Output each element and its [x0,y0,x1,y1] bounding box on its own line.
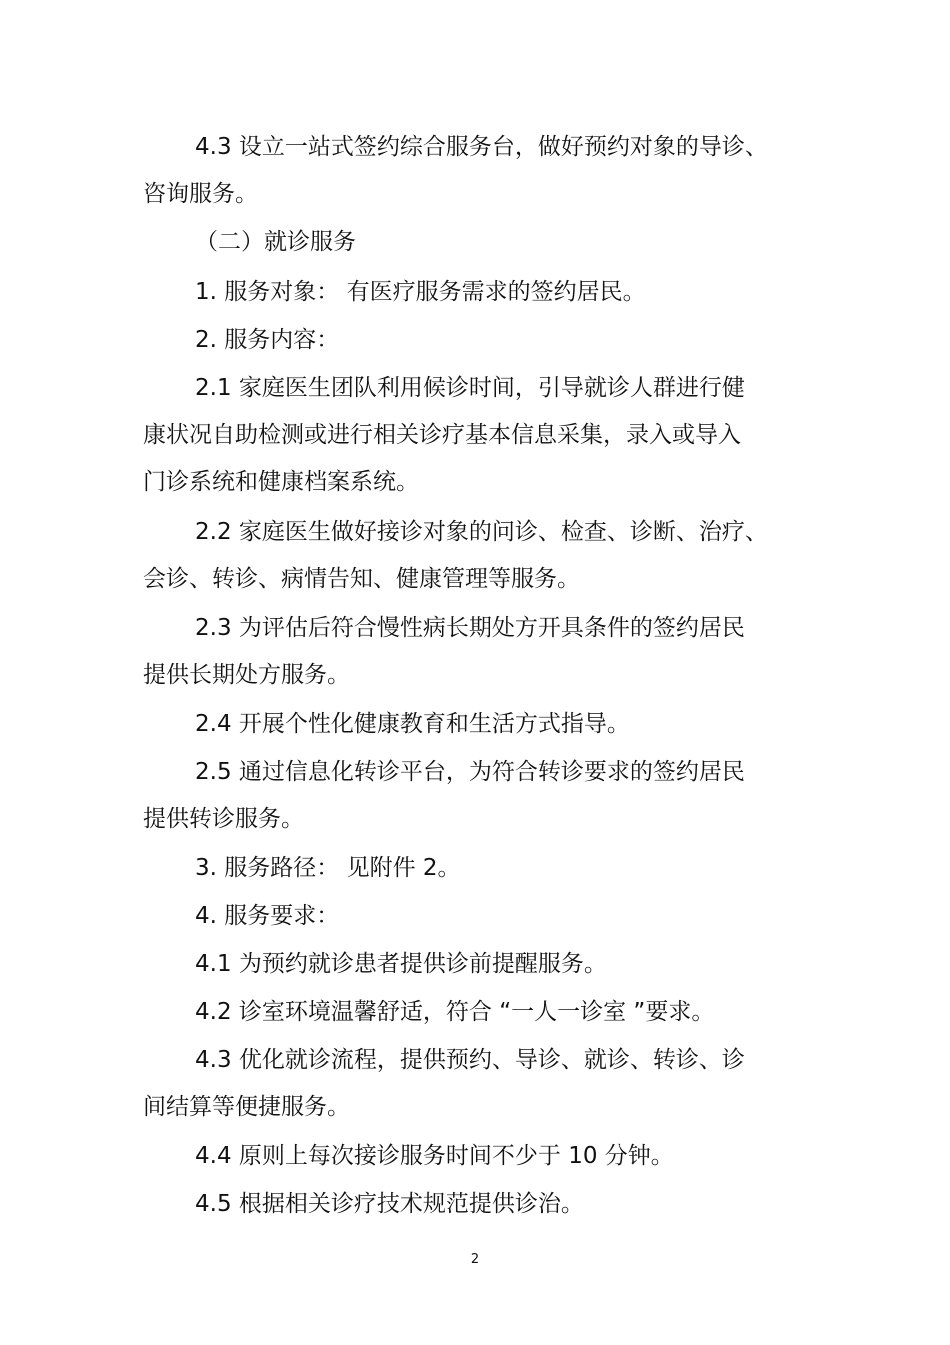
text-line: 3. 服务路径： 见附件 2。 [195,855,461,881]
text-line: 2.1 家庭医生团队利用候诊时间，引导就诊人群进行健 [195,375,745,401]
text-line: 2.5 通过信息化转诊平台，为符合转诊要求的签约居民 [195,759,745,785]
text-line: 4.1 为预约就诊患者提供诊前提醒服务。 [195,951,607,977]
text-line: 会诊、转诊、病情告知、健康管理等服务。 [143,566,580,592]
text-line: 咨询服务。 [143,181,258,207]
text-line: 2.4 开展个性化健康教育和生活方式指导。 [195,711,630,737]
page-number: 2 [470,1252,480,1267]
section-heading: （二）就诊服务 [195,229,356,255]
text-line: 2.3 为评估后符合慢性病长期处方开具条件的签约居民 [195,615,745,641]
text-line: 康状况自助检测或进行相关诊疗基本信息采集，录入或导入 [143,422,741,448]
text-line: 2.2 家庭医生做好接诊对象的问诊、检查、诊断、治疗、 [195,519,768,545]
text-line: 4.5 根据相关诊疗技术规范提供诊治。 [195,1191,584,1217]
text-line: 1. 服务对象： 有医疗服务需求的签约居民。 [195,279,646,305]
text-line: 4.3 设立一站式签约综合服务台，做好预约对象的导诊、 [195,134,768,160]
text-line: 4.4 原则上每次接诊服务时间不少于 10 分钟。 [195,1143,674,1169]
text-line: 提供长期处方服务。 [143,662,350,688]
text-line: 4.3 优化就诊流程，提供预约、导诊、就诊、转诊、诊 [195,1047,745,1073]
text-line: 间结算等便捷服务。 [143,1094,350,1120]
text-line: 门诊系统和健康档案系统。 [143,469,419,495]
text-line: 提供转诊服务。 [143,806,304,832]
text-line: 4. 服务要求： [195,903,340,929]
text-line: 4.2 诊室环境温馨舒适，符合 “一人一诊室 ”要求。 [195,999,715,1025]
text-line: 2. 服务内容： [195,327,340,353]
